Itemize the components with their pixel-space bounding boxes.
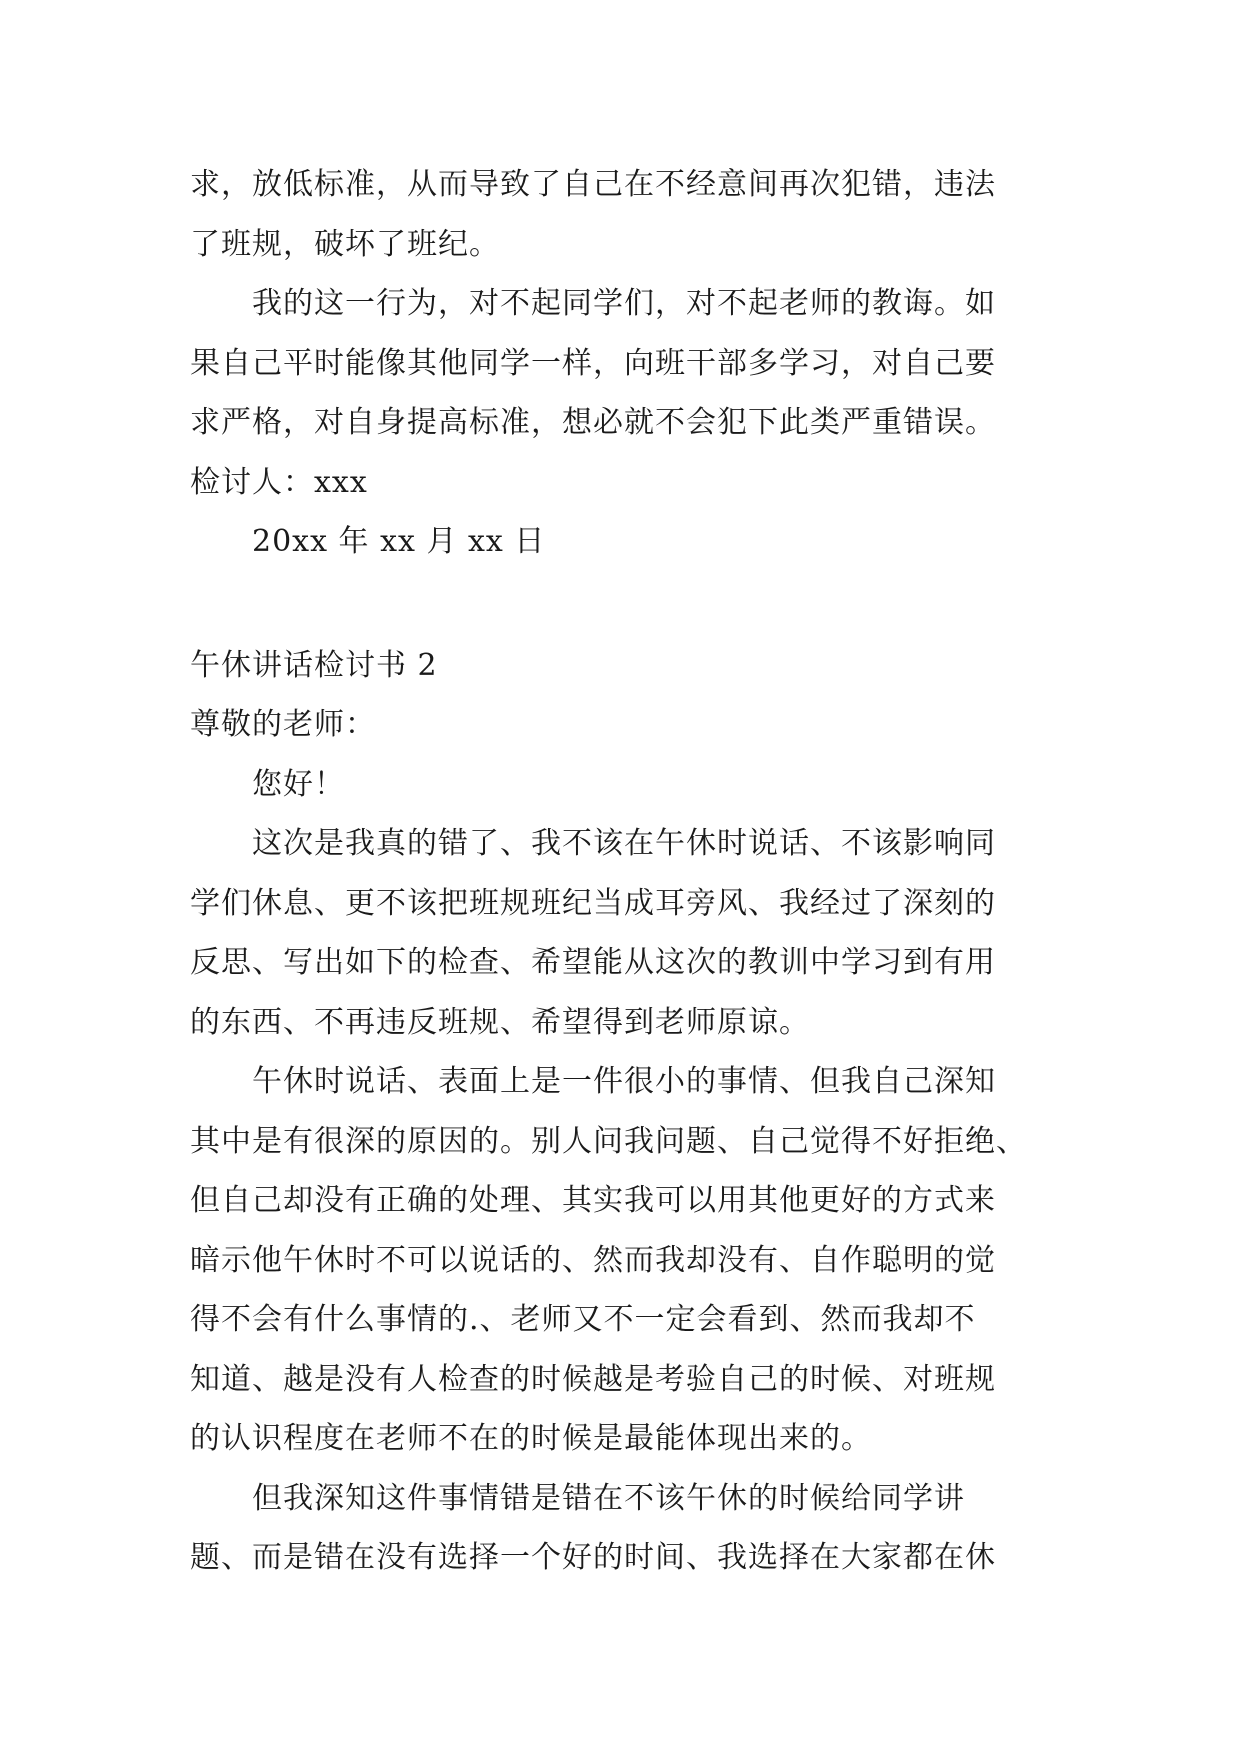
text-line: 反思、写出如下的检查、希望能从这次的教训中学习到有用: [190, 945, 996, 980]
text-line: 题、而是错在没有选择一个好的时间、我选择在大家都在休: [190, 1540, 996, 1575]
text-line: 但我深知这件事情错是错在不该午休的时候给同学讲: [252, 1480, 965, 1516]
text-line: 求，放低标准，从而导致了自己在不经意间再次犯错，违法: [190, 167, 996, 202]
text-line: 午休时说话、表面上是一件很小的事情、但我自己深知: [252, 1064, 996, 1099]
text-line: 知道、越是没有人检查的时候越是考验自己的时候、对班规: [190, 1361, 996, 1397]
signer-line: 检讨人：xxx: [190, 464, 368, 500]
text-line: 了班规，破坏了班纪。: [190, 226, 500, 262]
text-line: 但自己却没有正确的处理、其实我可以用其他更好的方式来: [190, 1183, 996, 1218]
text-line: 其中是有很深的原因的。别人问我问题、自己觉得不好拒绝、: [190, 1123, 1027, 1159]
text-line: 这次是我真的错了、我不该在午休时说话、不该影响同: [252, 826, 996, 861]
salutation: 尊敬的老师：: [190, 707, 376, 742]
text-line: 的认识程度在老师不在的时候是最能体现出来的。: [190, 1421, 872, 1456]
date-line: 20xx 年 xx 月 xx 日: [252, 524, 546, 559]
document-body: [190, 155, 1060, 1588]
text-line: 我的这一行为，对不起同学们，对不起老师的教诲。如: [252, 286, 996, 321]
greeting: 您好！: [252, 766, 345, 802]
text-line: 暗示他午休时不可以说话的、然而我却没有、自作聪明的觉: [190, 1242, 996, 1278]
text-line: 学们休息、更不该把班规班纪当成耳旁风、我经过了深刻的: [190, 885, 996, 921]
text-line: 果自己平时能像其他同学一样，向班干部多学习，对自己要: [190, 345, 996, 381]
text-line: 的东西、不再违反班规、希望得到老师原谅。: [190, 1004, 810, 1040]
text-line: 得不会有什么事情的.、老师又不一定会看到、然而我却不: [190, 1302, 976, 1337]
text-line: 求严格，对自身提高标准，想必就不会犯下此类严重错误。: [190, 405, 996, 440]
section-title: 午休讲话检讨书 2: [190, 647, 438, 683]
section-gap: [190, 572, 1060, 636]
